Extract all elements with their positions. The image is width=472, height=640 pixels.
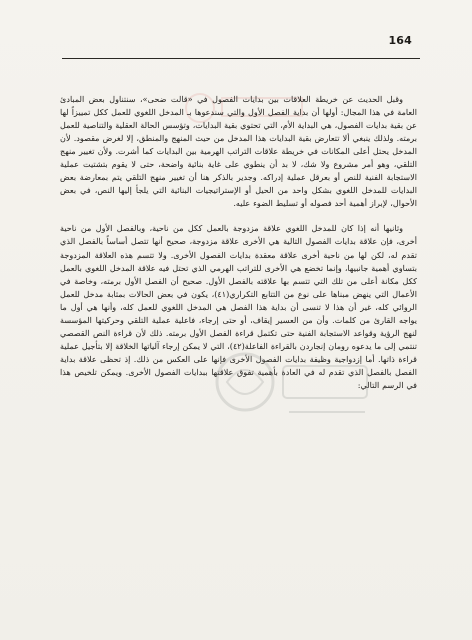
paragraph-2: وثانيها أنه إذا كان للمدخل اللغوي علاقة مزدوجة بالعمل ككل من ناحية، وبالفصل الأول من ناحية أخرى، فإن علاقة بدايات الفصول التالية هي الأخرى علاقة مزدوجة، صحيح أنها تتصل أساساً بالفصل الذي تقدم له، لكن لها من ناحية أخرى علاقة معقدة بدايات الفصول الأخرى. ولا تتسم هذه العلاقة المزدوجة بتساوي أهمية جانبيها، وإنما تخضع هي الأخرى للتراتب الهرمي الذي تحتل فيه علاقة المدخل اللغوي بالعمل ككل مكانة أعلى من تلك التي تتسم بها علاقته بالفصل الأول. صحيح أن الفصل الأول برمته، وخاصة في الأعمال التي ينهض مبناها على نوع من التتابع التكراري(٤١)، يكون في بعض الحالات بمثابة مدخل للعمل الروائي كله، غير أن هذا لا تنسى أن بداية هذا الفصل هي المدخل اللغوي للعمل كله، وأنها هي أول ما يواجه القارئ من كلمات. وأن من العسير إيقاف، أو حتى إرجاء، فاعلية عملية التلقي وحركيتها المؤسسة لنهج الرؤية وقواعد الاستجابة الفنية حتى تكتمل قراءة الفصل الأول برمته. ذلك لأن قراءة النص القصصي تنتمي إلى ما يدعوه رومان إنجاردن بالقراءة الفاعلة(٤٢)، التي لا يمكن إرجاء آلياتها الخلاقة إلا بتأجيل عملية قراءة ذاتها. أما إزدواجية وظيفة بدايات الفصول الأخرى فإنها على العكس من ذلك. إذ تحظى علاقة بداية الفصل بالفصل الذي تقدم له في العادة بأهمية تفوق علاقتها ببدايات الفصول الأخرى. ويمكن تلخيص هذا في الرسم التالي:: [60, 223, 417, 390]
header-rule: [62, 58, 420, 59]
paragraph-1: وقبل الحديث عن خريطة العلاقات بين بدايات الفصول في «قالت ضحى»، سنتناول بعض المبادئ العامة في هذا المجال: أولها أن بداية الفصل الأول والتي سندعوها بـ المدخل اللغوي للعمل ككل تمييزاً لها عن بقية بدايات الفصول، هي البداية الأم، التي تحتوي بقية البدايات، وتؤسس الحالة العقلية والتناصية للعمل برمته. ولذلك ينبغي ألا تتعارض بقية البدايات هذا المدخل من حيث المنهج والمنطق، إلا لغرض مقصود. لأن المدخل يحتل أعلى المكانات في خريطة علاقات التراتب الهرمية بين البدايات كما أشرت. ولأن تغيير منهج التلقي، وهو أمر مشروع ولا شك، لا بد أن ينطوي على غاية بنائية واضحة، حتى لا يقوم بتشتيت عملية الاستجابة الفنية للنص أو بعرقل عملية إدراكه. وجدير بالذكر هنا أن تغيير منهج التلقي يتم بمعارضة بعض البدايات للمدخل اللغوي بشكل واحد من الحيل أو الإستراتيجيات البنائية التي يلجأ إليها النص، في بعض الأحوال، لإبراز أهمية أحد فصوله أو تسليط الضوء عليه.: [60, 94, 417, 209]
page-number: 164: [388, 34, 412, 47]
body-text: [60, 93, 417, 392]
